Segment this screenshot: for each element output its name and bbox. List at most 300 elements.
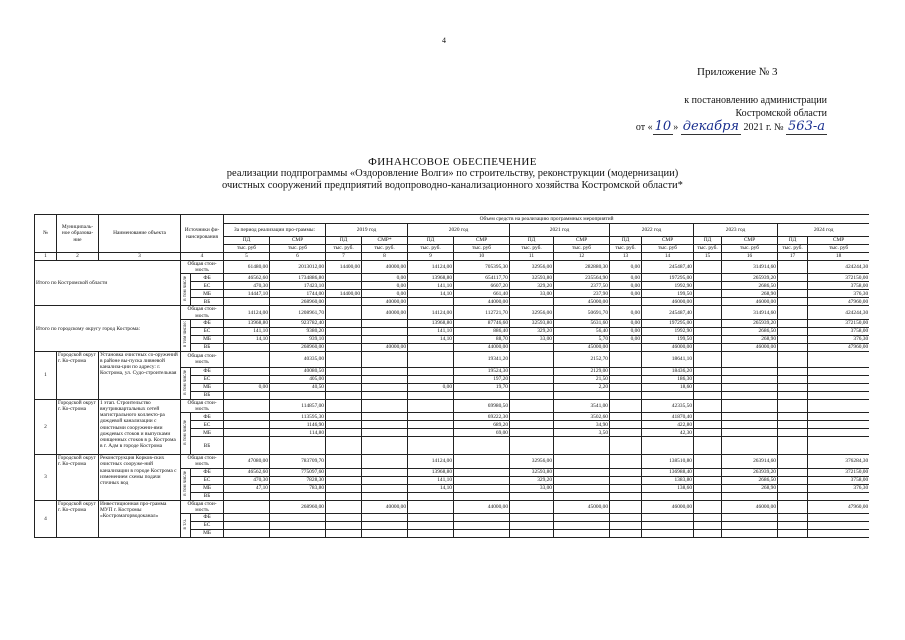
- value-cell: 5,70: [554, 335, 610, 343]
- value-cell: 9380,20: [270, 327, 326, 335]
- value-cell: [510, 437, 554, 455]
- value-cell: [454, 522, 510, 530]
- financing-table: [34, 214, 869, 538]
- table-row: [35, 455, 870, 468]
- value-cell: 19,70: [454, 383, 510, 391]
- value-cell: 199,50: [642, 290, 694, 298]
- value-cell: [694, 522, 722, 530]
- value-cell: [778, 351, 808, 367]
- value-cell: 40080,50: [270, 367, 326, 375]
- header-object: Наименование объекта: [99, 215, 181, 253]
- value-cell: [642, 492, 694, 500]
- value-cell: [510, 413, 554, 421]
- value-cell: [610, 468, 642, 476]
- column-number: 14: [642, 253, 694, 261]
- column-number: 6: [270, 253, 326, 261]
- value-cell: [778, 514, 808, 522]
- value-cell: 2129,00: [554, 367, 610, 375]
- value-cell: [778, 391, 808, 399]
- appendix-label: Приложение № 3: [697, 66, 778, 78]
- value-cell: 141,10: [408, 282, 454, 290]
- value-cell: [408, 367, 454, 375]
- value-cell: 783709,70: [270, 455, 326, 468]
- value-cell: 18,60: [642, 383, 694, 391]
- value-cell: [722, 421, 778, 429]
- value-cell: [694, 514, 722, 522]
- value-cell: 265939,20: [722, 319, 778, 327]
- value-cell: [554, 455, 610, 468]
- decree-year: 2021 г. №: [743, 122, 784, 133]
- value-cell: [694, 484, 722, 492]
- value-cell: [694, 399, 722, 412]
- decree-number: 563-а: [788, 119, 825, 134]
- value-cell: [722, 367, 778, 375]
- value-cell: [610, 413, 642, 421]
- source-label: БС: [191, 282, 224, 290]
- value-cell: 245487,40: [642, 306, 694, 319]
- value-cell: 2152,70: [554, 351, 610, 367]
- source-label: ФБ: [191, 367, 224, 375]
- value-cell: [326, 306, 362, 319]
- value-cell: 3541,00: [554, 399, 610, 412]
- value-cell: 3758,00: [808, 327, 869, 335]
- value-cell: [326, 500, 362, 513]
- value-cell: 32593,80: [510, 274, 554, 282]
- value-cell: 14,10: [224, 335, 270, 343]
- value-cell: 5631,60: [554, 319, 610, 327]
- value-cell: [778, 383, 808, 391]
- column-number: 18: [808, 253, 869, 261]
- value-cell: 1734886,80: [270, 274, 326, 282]
- header-unit: тыс. руб: [224, 245, 270, 253]
- header-pd: ПД: [326, 237, 362, 245]
- source-label: ФБ: [191, 514, 224, 522]
- value-cell: [610, 343, 642, 351]
- value-cell: [778, 437, 808, 455]
- source-label: БС: [191, 522, 224, 530]
- value-cell: [408, 298, 454, 306]
- value-cell: [694, 413, 722, 421]
- value-cell: 2013012,00: [270, 261, 326, 274]
- header-total-period: За период реализации про-граммы:: [224, 224, 326, 237]
- value-cell: [642, 522, 694, 530]
- value-cell: [554, 514, 610, 522]
- value-cell: [610, 351, 642, 367]
- object-municipality: Городской округ г. Ко-строма: [57, 399, 99, 454]
- value-cell: 3758,00: [808, 282, 869, 290]
- column-number: 15: [694, 253, 722, 261]
- header-unit: тыс. руб: [722, 245, 778, 253]
- value-cell: [362, 476, 408, 484]
- value-cell: [408, 514, 454, 522]
- value-cell: [326, 399, 362, 412]
- value-cell: [694, 343, 722, 351]
- value-cell: [808, 522, 869, 530]
- value-cell: [778, 476, 808, 484]
- value-cell: 32956,00: [510, 306, 554, 319]
- value-cell: 45000,00: [554, 500, 610, 513]
- value-cell: 886,40: [454, 327, 510, 335]
- value-cell: [694, 492, 722, 500]
- value-cell: [610, 375, 642, 383]
- value-cell: [778, 468, 808, 476]
- value-cell: 69,00: [454, 429, 510, 437]
- value-cell: [808, 383, 869, 391]
- value-cell: 237,90: [554, 290, 610, 298]
- value-cell: 14124,00: [408, 306, 454, 319]
- value-cell: [510, 343, 554, 351]
- value-cell: [694, 468, 722, 476]
- value-cell: [224, 500, 270, 513]
- table-row: [35, 261, 870, 274]
- value-cell: [224, 530, 270, 538]
- column-number: 12: [554, 253, 610, 261]
- value-cell: [778, 522, 808, 530]
- value-cell: [326, 429, 362, 437]
- value-cell: 2377,50: [554, 282, 610, 290]
- header-unit: тыс. руб: [808, 245, 869, 253]
- column-number: 3: [99, 253, 181, 261]
- header-unit: тыс. руб: [554, 245, 610, 253]
- value-cell: 923782,40: [270, 319, 326, 327]
- header-2020: 2020 год: [408, 224, 510, 237]
- value-cell: [454, 484, 510, 492]
- value-cell: [326, 343, 362, 351]
- value-cell: [722, 375, 778, 383]
- value-cell: [408, 437, 454, 455]
- value-cell: [326, 383, 362, 391]
- value-cell: [778, 274, 808, 282]
- value-cell: [722, 383, 778, 391]
- value-cell: [778, 500, 808, 513]
- value-cell: [326, 274, 362, 282]
- value-cell: 372150,00: [808, 274, 869, 282]
- value-cell: 775097,60: [270, 468, 326, 476]
- value-cell: 40000,00: [362, 298, 408, 306]
- value-cell: [510, 383, 554, 391]
- value-cell: [224, 298, 270, 306]
- value-cell: [778, 421, 808, 429]
- value-cell: 44000,00: [454, 500, 510, 513]
- value-cell: 197295,00: [642, 274, 694, 282]
- value-cell: [694, 319, 722, 327]
- column-number: 17: [778, 253, 808, 261]
- value-cell: 6607,20: [454, 282, 510, 290]
- value-cell: [454, 455, 510, 468]
- value-cell: [554, 476, 610, 484]
- value-cell: [510, 492, 554, 500]
- value-cell: [554, 391, 610, 399]
- value-cell: 1383,80: [642, 476, 694, 484]
- in-that-number-text: в том числе: [182, 420, 188, 445]
- value-cell: [694, 455, 722, 468]
- value-cell: [694, 335, 722, 343]
- group-name: Итого по Костромской области: [35, 261, 181, 306]
- value-cell: [694, 290, 722, 298]
- value-cell: 186,30: [642, 375, 694, 383]
- value-cell: [270, 514, 326, 522]
- value-cell: [224, 391, 270, 399]
- value-cell: [554, 484, 610, 492]
- value-cell: [326, 282, 362, 290]
- value-cell: [510, 522, 554, 530]
- value-cell: [362, 383, 408, 391]
- value-cell: 33,00: [510, 484, 554, 492]
- value-cell: 1992,90: [642, 282, 694, 290]
- value-cell: [326, 484, 362, 492]
- source-label: БС: [191, 327, 224, 335]
- header-smr: СМР: [808, 237, 869, 245]
- value-cell: [362, 437, 408, 455]
- source-label: МБ: [191, 335, 224, 343]
- value-cell: 3758,00: [808, 476, 869, 484]
- value-cell: 46000,00: [722, 298, 778, 306]
- object-number: 4: [35, 500, 57, 537]
- value-cell: [778, 484, 808, 492]
- value-cell: [326, 492, 362, 500]
- header-pd: ПД: [694, 237, 722, 245]
- value-cell: 14,10: [408, 484, 454, 492]
- value-cell: 47960,00: [808, 500, 869, 513]
- value-cell: [224, 413, 270, 421]
- value-cell: 45000,00: [554, 343, 610, 351]
- value-cell: [694, 298, 722, 306]
- value-cell: [778, 429, 808, 437]
- value-cell: [408, 375, 454, 383]
- value-cell: [778, 335, 808, 343]
- value-cell: 0,00: [362, 282, 408, 290]
- title-line-2: реализации подпрограммы «Оздоровление Волги» по строительству, реконструкции (модернизации): [226, 168, 679, 179]
- source-label: Общая стои-мость: [181, 455, 224, 468]
- title-main: ФИНАНСОВОЕ ОБЕСПЕЧЕНИЕ: [368, 156, 537, 168]
- value-cell: [694, 306, 722, 319]
- source-label: БС: [191, 375, 224, 383]
- value-cell: [270, 530, 326, 538]
- header-2021: 2021 год: [510, 224, 610, 237]
- value-cell: 376,30: [808, 335, 869, 343]
- value-cell: 0,00: [610, 319, 642, 327]
- value-cell: [778, 455, 808, 468]
- value-cell: 376284,30: [808, 455, 869, 468]
- object-number: 1: [35, 351, 57, 399]
- value-cell: 45000,00: [554, 298, 610, 306]
- value-cell: 314914,60: [722, 261, 778, 274]
- source-label: ВБ: [191, 437, 224, 455]
- value-cell: 46000,00: [722, 500, 778, 513]
- source-label: Общая стои-мость: [181, 351, 224, 367]
- source-label: БС: [191, 476, 224, 484]
- value-cell: 470,30: [224, 282, 270, 290]
- value-cell: 0,00: [610, 282, 642, 290]
- value-cell: [722, 514, 778, 522]
- source-label: ВБ: [191, 391, 224, 399]
- value-cell: 13968,80: [408, 319, 454, 327]
- object-name: Реконструкция Корков-ских очистных сооруже-ний канализации в городе Кострома с изменением схемы подачи сточных вод: [99, 455, 181, 500]
- value-cell: 268960,00: [270, 500, 326, 513]
- value-cell: 112721,70: [454, 306, 510, 319]
- value-cell: 939,10: [270, 335, 326, 343]
- value-cell: 32956,00: [510, 261, 554, 274]
- value-cell: [326, 335, 362, 343]
- value-cell: 47960,00: [808, 298, 869, 306]
- value-cell: [362, 391, 408, 399]
- value-cell: [510, 399, 554, 412]
- value-cell: [808, 399, 869, 412]
- group-name: Итого по городскому округу город Кострома:: [35, 306, 181, 351]
- value-cell: [510, 298, 554, 306]
- value-cell: 46562,60: [224, 274, 270, 282]
- value-cell: [326, 455, 362, 468]
- value-cell: [610, 421, 642, 429]
- value-cell: [778, 492, 808, 500]
- value-cell: [778, 530, 808, 538]
- value-cell: [510, 429, 554, 437]
- value-cell: [610, 367, 642, 375]
- value-cell: 0,00: [610, 290, 642, 298]
- decree-block: [567, 94, 827, 134]
- value-cell: [610, 399, 642, 412]
- in-that-number-label: [181, 367, 191, 399]
- value-cell: 329,20: [510, 282, 554, 290]
- value-cell: [778, 261, 808, 274]
- source-label: Общая стои-мость: [181, 261, 224, 274]
- value-cell: [224, 437, 270, 455]
- value-cell: 47960,00: [808, 343, 869, 351]
- value-cell: [270, 492, 326, 500]
- header-num: №: [35, 215, 57, 253]
- value-cell: 44000,00: [454, 343, 510, 351]
- value-cell: [722, 492, 778, 500]
- source-label: Общая стои-мость: [181, 399, 224, 412]
- value-cell: 0,00: [224, 383, 270, 391]
- value-cell: [270, 522, 326, 530]
- table-row: [35, 351, 870, 367]
- value-cell: 654117,70: [454, 274, 510, 282]
- value-cell: 46562,60: [224, 468, 270, 476]
- value-cell: 235564,90: [554, 274, 610, 282]
- value-cell: [454, 514, 510, 522]
- value-cell: 40000,00: [362, 261, 408, 274]
- value-cell: [808, 367, 869, 375]
- value-cell: 40000,00: [362, 500, 408, 513]
- value-cell: [778, 399, 808, 412]
- value-cell: 33,00: [510, 335, 554, 343]
- object-number: 2: [35, 399, 57, 454]
- in-that-number-label: [181, 514, 191, 538]
- value-cell: 14400,00: [326, 290, 362, 298]
- value-cell: [224, 492, 270, 500]
- value-cell: [510, 367, 554, 375]
- value-cell: 0,00: [610, 327, 642, 335]
- source-label: МБ: [191, 429, 224, 437]
- value-cell: 376,30: [808, 290, 869, 298]
- value-cell: [510, 375, 554, 383]
- object-name: Инвестиционная про-грамма МУП г. Костромы «Костромагорводоканал»: [99, 500, 181, 537]
- value-cell: 46000,00: [642, 298, 694, 306]
- value-cell: 424244,30: [808, 306, 869, 319]
- value-cell: [362, 514, 408, 522]
- value-cell: [270, 391, 326, 399]
- value-cell: [408, 413, 454, 421]
- value-cell: [694, 437, 722, 455]
- value-cell: [610, 437, 642, 455]
- in-that-number-label: [181, 413, 191, 455]
- value-cell: 0,00: [610, 306, 642, 319]
- value-cell: [362, 429, 408, 437]
- value-cell: 689,20: [454, 421, 510, 429]
- value-cell: [408, 343, 454, 351]
- source-label: Общая стои-мость: [181, 500, 224, 513]
- value-cell: 17423,10: [270, 282, 326, 290]
- value-cell: 268960,00: [270, 298, 326, 306]
- value-cell: [722, 429, 778, 437]
- value-cell: 2686,50: [722, 476, 778, 484]
- column-number: 5: [224, 253, 270, 261]
- value-cell: [362, 319, 408, 327]
- value-cell: [326, 476, 362, 484]
- value-cell: 1208961,70: [270, 306, 326, 319]
- value-cell: [610, 514, 642, 522]
- source-label: ФБ: [191, 468, 224, 476]
- value-cell: [610, 484, 642, 492]
- value-cell: [610, 383, 642, 391]
- value-cell: [610, 530, 642, 538]
- header-unit: тыс. руб.: [694, 245, 722, 253]
- value-cell: 47,10: [224, 484, 270, 492]
- value-cell: [778, 282, 808, 290]
- value-cell: [610, 455, 642, 468]
- object-name: 1 этап. Строительство внутриквартальных сетей магистрального коллекто-ра дождевой канализации с очистными сооружени-ями дождевых стоков и выпусками очищенных стоков в р. Кострома в г. Адм в городе Кострома: [99, 399, 181, 454]
- source-label: ВБ: [191, 343, 224, 351]
- source-label: БС: [191, 421, 224, 429]
- value-cell: [326, 514, 362, 522]
- value-cell: [610, 492, 642, 500]
- value-cell: [610, 429, 642, 437]
- value-cell: [808, 391, 869, 399]
- value-cell: [362, 351, 408, 367]
- value-cell: 268,90: [722, 335, 778, 343]
- value-cell: 56,40: [554, 327, 610, 335]
- value-cell: 136988,40: [642, 468, 694, 476]
- decree-close-quote: »: [673, 122, 679, 133]
- header-municipality: Муниципаль-ное образова-ние: [57, 215, 99, 253]
- in-that-number-label: [181, 468, 191, 500]
- value-cell: [722, 391, 778, 399]
- value-cell: [224, 514, 270, 522]
- value-cell: [454, 468, 510, 476]
- value-cell: [808, 514, 869, 522]
- value-cell: [510, 514, 554, 522]
- value-cell: 42,30: [642, 429, 694, 437]
- value-cell: 32593,80: [510, 468, 554, 476]
- value-cell: 661,40: [454, 290, 510, 298]
- value-cell: [694, 421, 722, 429]
- header-smr: СМР: [722, 237, 778, 245]
- value-cell: 69222,30: [454, 413, 510, 421]
- object-number: 3: [35, 455, 57, 500]
- value-cell: [610, 476, 642, 484]
- value-cell: 372150,00: [808, 319, 869, 327]
- value-cell: [694, 383, 722, 391]
- header-pd: ПД: [510, 237, 554, 245]
- value-cell: 376,30: [808, 484, 869, 492]
- value-cell: 40000,00: [362, 343, 408, 351]
- decree-day: 10: [654, 119, 672, 134]
- value-cell: [362, 399, 408, 412]
- column-number: 11: [510, 253, 554, 261]
- value-cell: [642, 530, 694, 538]
- value-cell: [454, 476, 510, 484]
